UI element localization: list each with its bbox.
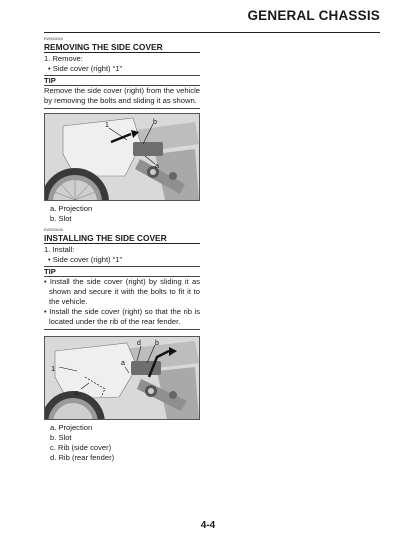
remove-captions xyxy=(44,204,200,224)
remove-figure-label-1: 1 xyxy=(105,122,109,129)
remove-figure-label-b: b xyxy=(153,119,157,126)
remove-caption-b: b. Slot xyxy=(50,214,72,223)
install-figure-label-d: d xyxy=(137,340,141,347)
section-header-title: GENERAL CHASSIS xyxy=(247,8,380,23)
header-rule xyxy=(44,32,380,33)
remove-caption-a: a. Projection xyxy=(50,204,93,213)
remove-step-1: 1. Remove: xyxy=(44,54,83,63)
install-tip-label: TIP xyxy=(44,266,200,277)
remove-figure xyxy=(44,113,200,201)
install-figure-label-c: c xyxy=(75,390,79,397)
install-tip-bullets xyxy=(44,277,200,330)
install-caption-d: d. Rib (rear fender) xyxy=(50,453,115,462)
install-captions xyxy=(44,423,200,463)
remove-tip-label: TIP xyxy=(44,75,200,86)
install-section-title: INSTALLING THE SIDE COVER xyxy=(44,233,200,244)
remove-tip-text: Remove the side cover (right) from the vehicle by removing the bolts and sliding it as shown. xyxy=(44,86,200,109)
remove-figure-label-a: a xyxy=(155,163,159,170)
install-figure-label-a: a xyxy=(121,360,125,367)
install-step-1-bullet: • Side cover (right) “1” xyxy=(48,255,122,264)
install-caption-a: a. Projection xyxy=(50,423,93,432)
install-section-code: EWS63040 xyxy=(44,228,63,232)
content-column xyxy=(44,37,200,463)
remove-section-code: EWS63020 xyxy=(44,37,63,41)
install-step-1: 1. Install: xyxy=(44,245,75,254)
page-number: 4-4 xyxy=(200,520,216,531)
remove-figure-illustration xyxy=(45,114,199,200)
install-figure-illustration xyxy=(45,337,199,419)
install-caption-b: b. Slot xyxy=(50,433,72,442)
remove-step-1-bullet: • Side cover (right) “1” xyxy=(48,64,122,73)
install-figure xyxy=(44,336,200,420)
install-figure-label-b: b xyxy=(155,340,159,347)
install-tip-bullet-1: • Install the side cover (right) by sliding it as shown and secure it with the bolts to fit it to the vehicle. xyxy=(44,277,200,306)
remove-section-title: REMOVING THE SIDE COVER xyxy=(44,42,200,53)
install-figure-label-1: 1 xyxy=(51,364,56,373)
install-caption-c: c. Rib (side cover) xyxy=(50,443,112,452)
install-tip-bullet-2: • Install the side cover (right) so that the rib is located under the rib of the rear fender. xyxy=(44,307,200,326)
